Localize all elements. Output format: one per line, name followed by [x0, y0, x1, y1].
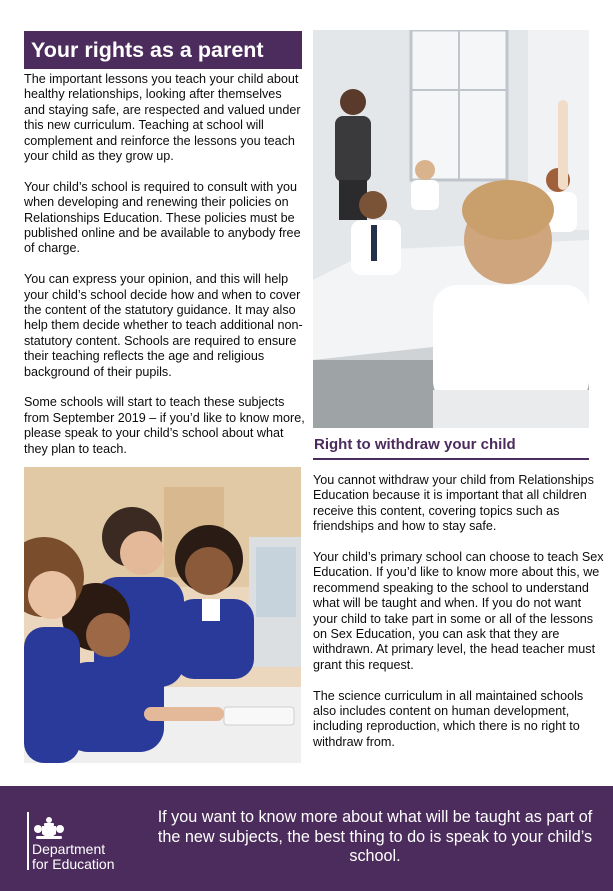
- paragraph: Some schools will start to teach these subjects from September 2019 – if you’d like to know more, please speak to your child’s school about what they plan to teach.: [24, 395, 305, 456]
- left-column-text: [24, 72, 306, 473]
- logo-text: [32, 842, 115, 872]
- paragraph: The important lessons you teach your child about healthy relationships, looking after themselves and staying safe, are respected and valued under this new curriculum. Teaching at school will complement and reinforce the lessons you teach your child as they grow up.: [24, 72, 301, 164]
- withdraw-heading: Right to withdraw your child: [314, 436, 516, 453]
- right-column-text: [313, 473, 609, 766]
- heading-divider: [313, 458, 589, 460]
- classroom-illustration: [313, 30, 589, 428]
- paragraph: Your child’s primary school can choose to teach Sex Education. If you’d like to know more about this, we recommend speaking to the school to understand what will be taught and when. If you do not want your child to take part in some or all of the lessons on Sex Education, you can ask that they are withdrawn. At primary level, the head teacher must grant this request.: [313, 550, 604, 672]
- paragraph: You cannot withdraw your child from Relationships Education because it is important that all children receive this content, covering topics such as friendships and how to stay safe.: [313, 473, 594, 534]
- paragraph: Your child’s school is required to consult with you when developing and renewing their policies on Relationships Education. These policies must be published online and be available to anybody free of charge.: [24, 179, 301, 256]
- footer-banner: [0, 786, 613, 891]
- computer-room-photo: [24, 467, 301, 763]
- logo-line-1: Department: [32, 841, 106, 857]
- section-title: Your rights as a parent: [24, 31, 302, 69]
- computer-room-illustration: [24, 467, 301, 763]
- department-for-education-logo: [27, 812, 127, 872]
- royal-crest-icon: [32, 814, 66, 842]
- paragraph: You can express your opinion, and this will help your child’s school decide how and when to cover the content of the statutory guidance. It may also help them decide whether to teach additional non-statutory content. Schools are required to ensure their teaching reflects the age and religious background of their pupils.: [24, 272, 303, 379]
- logo-line-2: for Education: [32, 856, 115, 872]
- footer-message: If you want to know more about what will be taught as part of the new subjects, the best thing to do is speak to your child’s school.: [157, 808, 593, 865]
- logo-divider: [27, 812, 29, 870]
- paragraph: The science curriculum in all maintained schools also includes content on human development, including reproduction, which there is no right to withdraw from.: [313, 688, 584, 749]
- classroom-photo: [313, 30, 589, 428]
